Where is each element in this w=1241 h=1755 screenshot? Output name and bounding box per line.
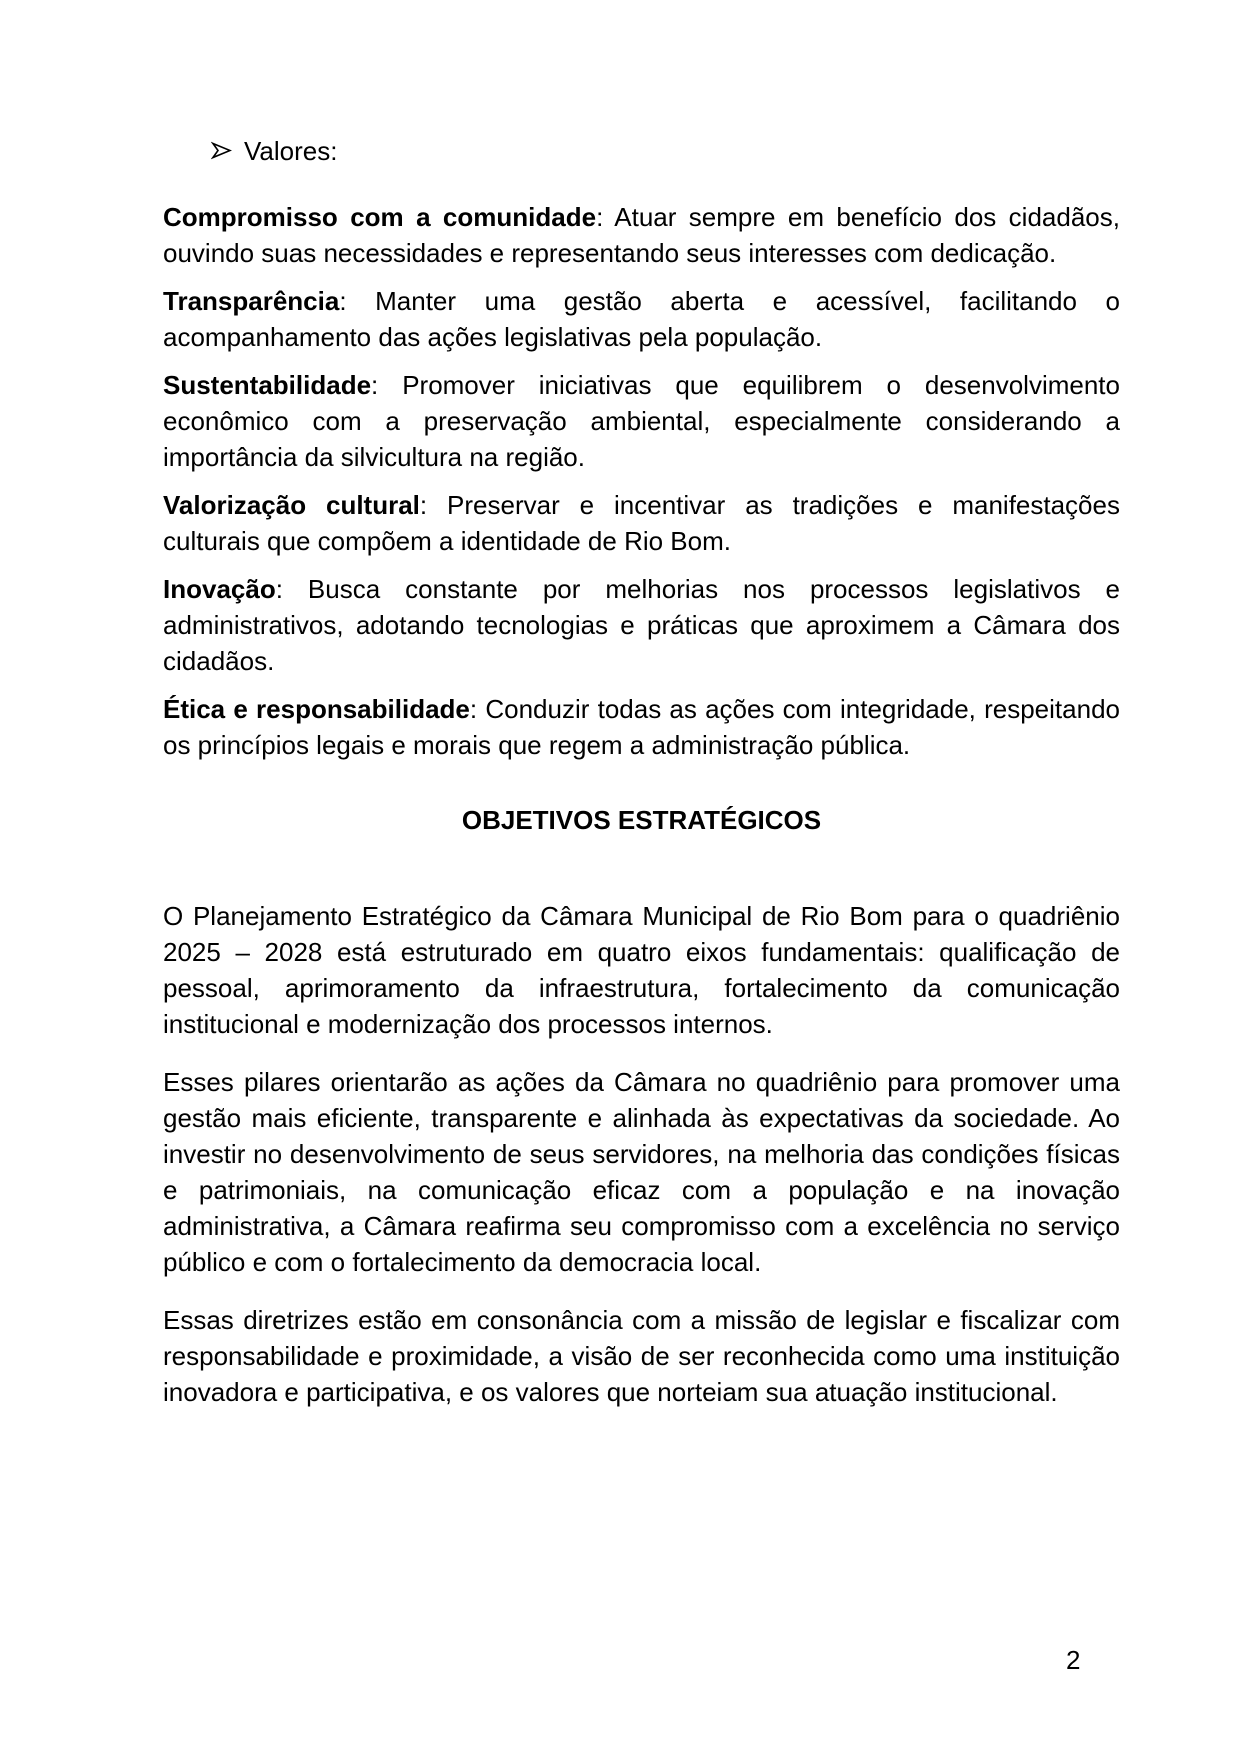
- value-separator: :: [596, 202, 604, 232]
- value-separator: :: [339, 286, 347, 316]
- value-text: Atuar sempre em benefício dos cidadãos, ouvindo suas necessidades e representando seus interesses com dedicação.: [163, 202, 1120, 268]
- body-paragraph: Essas diretrizes estão em consonância com a missão de legislar e fiscalizar com responsabilidade e proximidade, a visão de ser reconhecida como uma instituição inovadora e participativa, e os valores que norteiam sua atuação institucional.: [163, 1305, 1120, 1407]
- value-text: Busca constante por melhorias nos processos legislativos e administrativos, adotando tecnologias e práticas que aproximem a Câmara dos cidadãos.: [163, 574, 1120, 676]
- body-paragraph: Esses pilares orientarão as ações da Câmara no quadriênio para promover uma gestão mais eficiente, transparente e alinhada às expectativas da sociedade. Ao investir no desenvolvimento de seus servidores, na melhoria das condições físicas e patrimoniais, na comunicação eficaz com a população e na inovação administrativa, a Câmara reafirma seu compromisso com a excelência no serviço público e com o fortalecimento da democracia local.: [163, 1067, 1120, 1277]
- value-text: Preservar e incentivar as tradições e manifestações culturais que compõem a identidade de Rio Bom.: [163, 490, 1120, 556]
- value-term: Transparência: [163, 286, 340, 316]
- arrowhead-right-icon: [211, 133, 232, 169]
- page-content: [163, 0, 1120, 1432]
- value-term: Compromisso com a comunidade: [163, 202, 597, 232]
- value-item: [163, 283, 1120, 355]
- values-bullet-label: Valores:: [244, 136, 338, 166]
- value-text: Promover iniciativas que equilibrem o desenvolvimento econômico com a preservação ambiental, especialmente considerando a importância da silvicultura na região.: [163, 370, 1120, 472]
- value-term: Sustentabilidade: [163, 370, 372, 400]
- value-item: [163, 199, 1120, 271]
- value-separator: :: [275, 574, 283, 604]
- value-separator: :: [469, 694, 478, 724]
- value-item: [163, 691, 1120, 763]
- value-text: Manter uma gestão aberta e acessível, facilitando o acompanhamento das ações legislativas pela população.: [163, 286, 1120, 352]
- page-number: 2: [1066, 1645, 1081, 1675]
- values-section: [163, 199, 1120, 763]
- value-item: [163, 487, 1120, 559]
- value-separator: :: [419, 490, 428, 520]
- value-text: Conduzir todas as ações com integridade, respeitando os princípios legais e morais que regem a administração pública.: [163, 694, 1120, 760]
- section-heading: OBJETIVOS ESTRATÉGICOS: [461, 805, 822, 835]
- value-term: Inovação: [163, 574, 276, 604]
- value-term: Valorização cultural: [163, 490, 420, 520]
- value-separator: :: [371, 370, 379, 400]
- value-term: Ética e responsabilidade: [163, 694, 470, 724]
- value-item: [163, 367, 1120, 475]
- body-paragraph: O Planejamento Estratégico da Câmara Municipal de Rio Bom para o quadriênio 2025 – 2028 está estruturado em quatro eixos fundamentais: qualificação de pessoal, aprimoramento da infraestrutura, fortalecimento da comunicação institucional e modernização dos processos internos.: [163, 901, 1120, 1039]
- objectives-section: [163, 802, 1120, 1410]
- value-item: [163, 571, 1120, 679]
- values-bullet-line: [211, 133, 1120, 169]
